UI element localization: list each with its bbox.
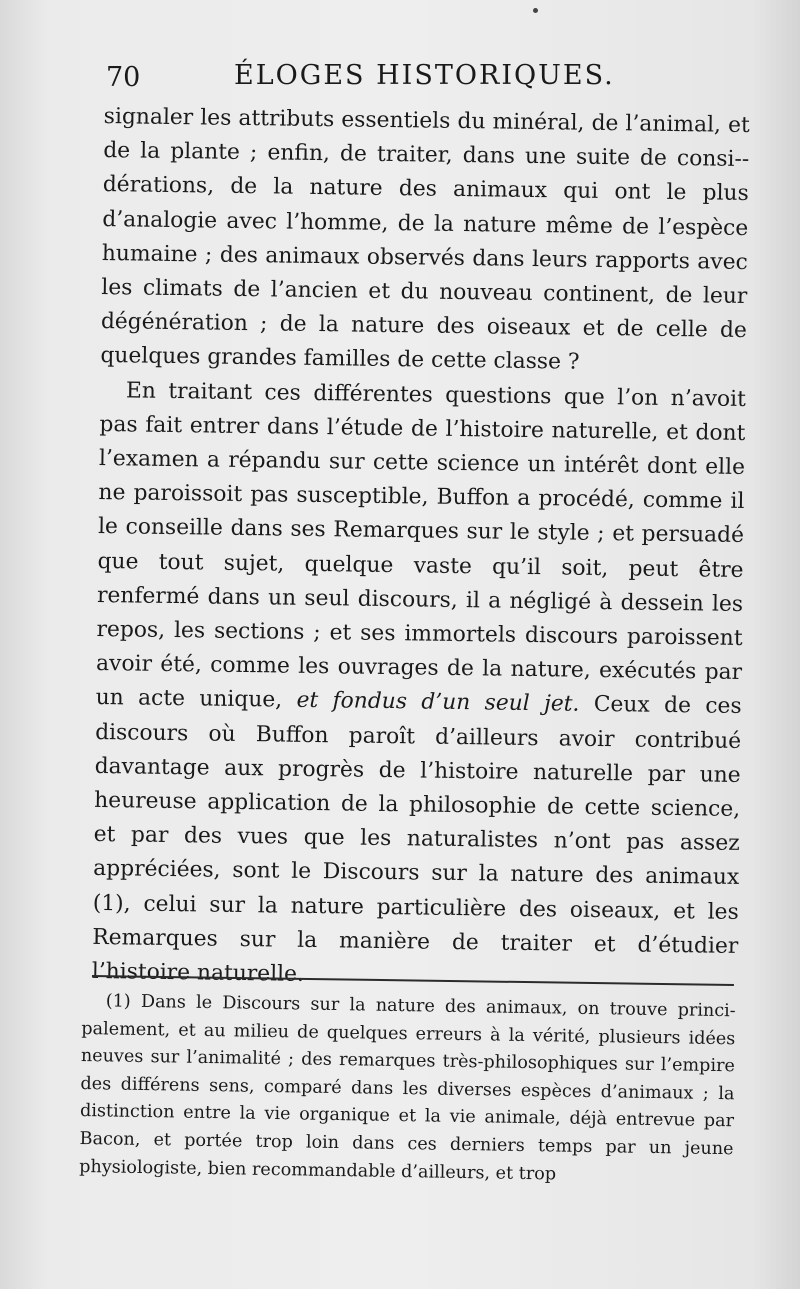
running-title: ÉLOGES HISTORIQUES.: [234, 60, 615, 91]
paragraph-2-part-2: Ceux de ces discours où Buffon paroît d’ailleurs avoir contribué davantage aux progrès de l’histoire naturelle par une heureuse application de la philosophie de cette science, et par des vues que les naturalistes n’ont pas assez appréciées, sont le Discours sur la nature des animaux (1), celui sur la nature particulière des oiseaux, et les Remarques sur la manière de traiter et d’étudier l’histoire naturelle.: [91, 692, 742, 987]
page-header: [106, 58, 646, 102]
page-number: 70: [106, 62, 141, 93]
main-text: [92, 100, 750, 998]
italic-quote: et fondus d’un seul jet.: [296, 688, 580, 718]
footnote: (1) Dans le Discours sur la nature des animaux, on trouve principalement, et au milieu de quelques erreurs à la vérité, plusieurs idées neuves sur l’animalité ; des remarques très-philosophiques sur l’empire des différens sens, comparé dans les diverses espèces d’animaux ; la distinction entre la vie organique et la vie animale, déjà entrevue par Bacon, et portée trop loin dans ces derniers temps par un jeune physiologiste, bien recommandable d’ailleurs, et trop: [79, 991, 736, 1185]
ink-speck: [533, 8, 538, 13]
paragraph-2-part-1: En traitant ces différentes questions que l’on n’avoit pas fait entrer dans l’étude de l’histoire naturelle, et dont l’examen a répandu sur cette science un intérêt dont elle ne paroissoit pas susceptible, Buffon a procédé, comme il le conseille dans ses Remarques sur le style ; et persuadé que tout sujet, quelque vaste qu’il soit, peut être renfermé dans un seul discours, il a négligé à dessein les repos, les sections ; et ses immortels discours paroissent avoir été, comme les ouvrages de la nature, exécutés par un acte unique,: [95, 377, 747, 714]
paragraph-1: signaler les attributs essentiels du minéral, de l’animal, et de la plante ; enfin, de traiter, dans une suite de consi-dérations, de la nature des animaux qui ont le plus d’analogie avec l’homme, de la nature même de l’espèce humaine ; des animaux observés dans leurs rapports avec les climats de l’ancien et du nouveau continent, de leur dégénération ; de la nature des oiseaux et de celle de quelques grandes familles de cette classe ?: [100, 103, 750, 376]
paragraph-2: [92, 374, 747, 999]
